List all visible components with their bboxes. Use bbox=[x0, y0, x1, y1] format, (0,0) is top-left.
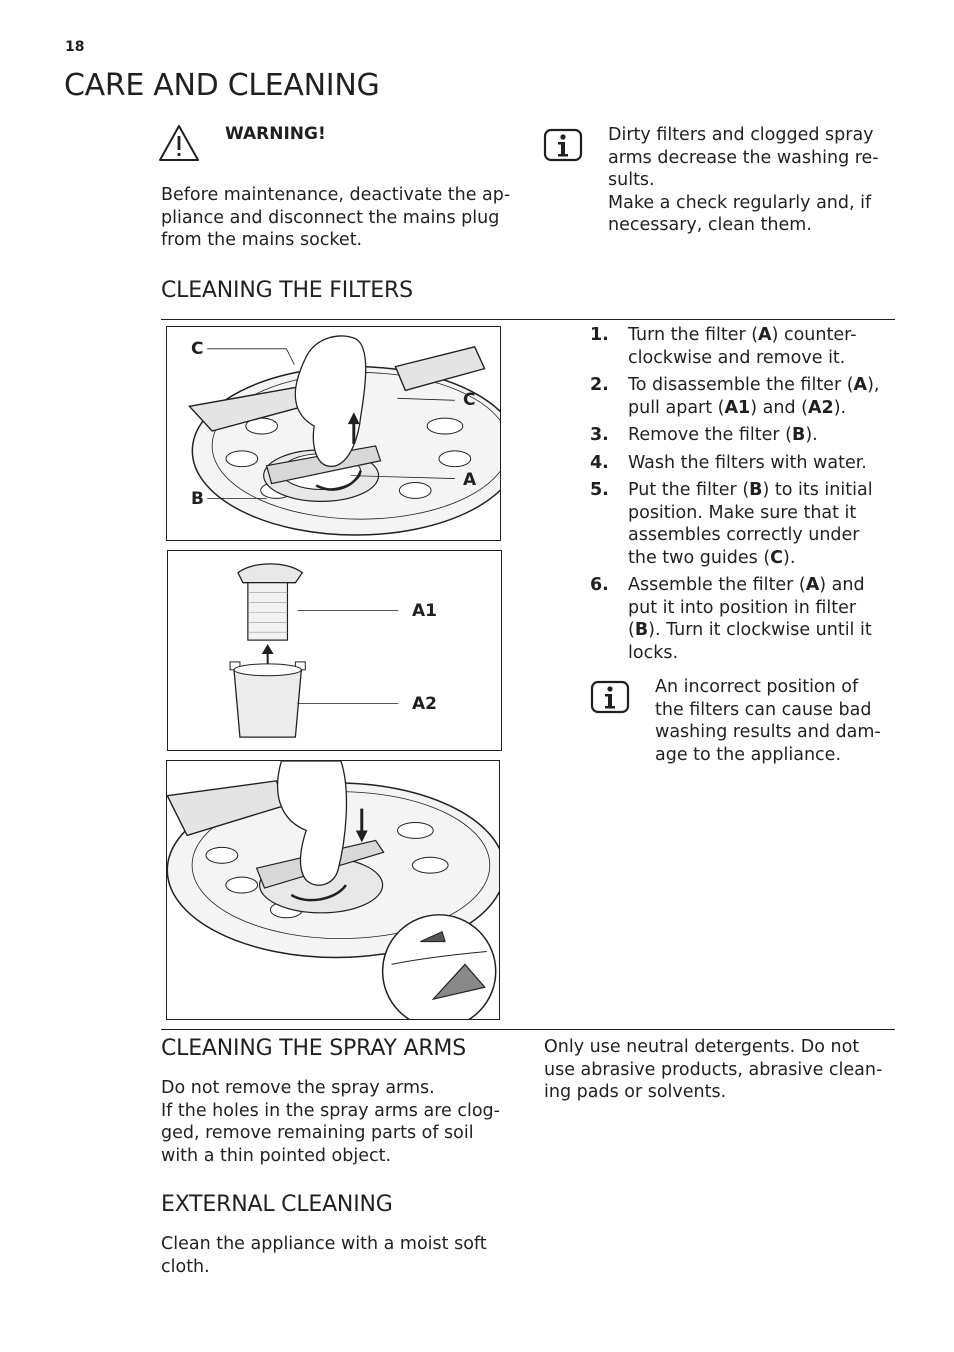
step-number: 5. bbox=[590, 480, 609, 500]
spray-arms-line: If the holes in the spray arms are clog- bbox=[161, 1100, 500, 1121]
spray-arms-line: with a thin pointed object. bbox=[161, 1145, 392, 1166]
filters-heading: CLEANING THE FILTERS bbox=[161, 278, 413, 303]
step-text: To disassemble the filter (A), pull apart (A1) and (A2). bbox=[628, 375, 880, 418]
warning-text bbox=[161, 184, 510, 252]
info-line: the filters can cause bad bbox=[655, 699, 872, 720]
info-icon bbox=[543, 128, 583, 162]
step-number: 4. bbox=[590, 452, 609, 473]
info-line: sults. bbox=[608, 170, 655, 190]
detergents-line: use abrasive products, abrasive clean- bbox=[544, 1059, 883, 1080]
spray-arms-text bbox=[161, 1077, 500, 1167]
info-line: Make a check regularly and, if bbox=[608, 192, 872, 213]
step-item bbox=[590, 452, 910, 475]
step-item bbox=[590, 374, 910, 419]
page-title: CARE AND CLEANING bbox=[64, 68, 380, 103]
label-a2: A2 bbox=[412, 694, 437, 714]
page-number: 18 bbox=[65, 39, 85, 55]
filters-info-text bbox=[655, 676, 881, 766]
external-line: Clean the appliance with a moist soft bbox=[161, 1234, 487, 1254]
info-line: washing results and dam- bbox=[655, 722, 881, 742]
label-a1: A1 bbox=[412, 601, 437, 621]
step-item bbox=[590, 424, 910, 447]
warning-line: pliance and disconnect the mains plug bbox=[161, 207, 500, 228]
warning-icon bbox=[158, 124, 200, 162]
step-text: Remove the filter (B). bbox=[628, 425, 818, 445]
label-c-right: C bbox=[463, 390, 476, 410]
external-cleaning-heading: EXTERNAL CLEANING bbox=[161, 1192, 393, 1217]
label-b: B bbox=[191, 489, 204, 509]
detergents-line: ing pads or solvents. bbox=[544, 1082, 727, 1102]
detergents-text bbox=[544, 1036, 882, 1104]
info-line: necessary, clean them. bbox=[608, 215, 812, 235]
filter-install-figure bbox=[166, 760, 500, 1020]
step-number: 3. bbox=[590, 425, 609, 445]
step-text: Turn the filter (A) counter- clockwise and remove it. bbox=[628, 325, 857, 368]
step-text: Assemble the filter (A) and put it into position in filter (B). Turn it clockwise until it locks. bbox=[628, 575, 872, 663]
label-a: A bbox=[463, 470, 477, 490]
external-cleaning-text bbox=[161, 1233, 487, 1278]
spray-arms-line: ged, remove remaining parts of soil bbox=[161, 1123, 474, 1143]
label-c-left: C bbox=[191, 339, 204, 359]
step-number: 2. bbox=[590, 375, 609, 395]
step-text: Put the filter (B) to its initial position. Make sure that it assembles correctly under the two guides (C). bbox=[628, 480, 873, 568]
step-text: Wash the filters with water. bbox=[628, 452, 867, 473]
detergents-line: Only use neutral detergents. Do not bbox=[544, 1037, 860, 1057]
warning-line: Before maintenance, deactivate the ap- bbox=[161, 185, 511, 205]
spray-arms-heading: CLEANING THE SPRAY ARMS bbox=[161, 1036, 466, 1061]
step-number: 1. bbox=[590, 325, 609, 345]
section-divider bbox=[161, 1029, 895, 1030]
info-line: age to the appliance. bbox=[655, 744, 842, 765]
info-line: Dirty filters and clogged spray bbox=[608, 125, 874, 145]
external-line: cloth. bbox=[161, 1256, 210, 1277]
steps-list bbox=[590, 324, 910, 664]
step-number: 6. bbox=[590, 575, 609, 595]
warning-line: from the mains socket. bbox=[161, 230, 363, 250]
step-item bbox=[590, 574, 910, 664]
info-line: An incorrect position of bbox=[655, 677, 859, 697]
step-item bbox=[590, 324, 910, 369]
warning-title: WARNING! bbox=[225, 124, 326, 144]
filter-removal-figure bbox=[166, 326, 501, 541]
section-divider bbox=[161, 319, 895, 320]
filter-parts-figure bbox=[167, 550, 502, 751]
step-item bbox=[590, 479, 910, 569]
info-icon bbox=[590, 680, 630, 714]
filter-steps bbox=[590, 324, 910, 669]
info-line: arms decrease the washing re- bbox=[608, 147, 879, 168]
spray-arms-line: Do not remove the spray arms. bbox=[161, 1078, 435, 1098]
info-top-text bbox=[608, 124, 879, 237]
